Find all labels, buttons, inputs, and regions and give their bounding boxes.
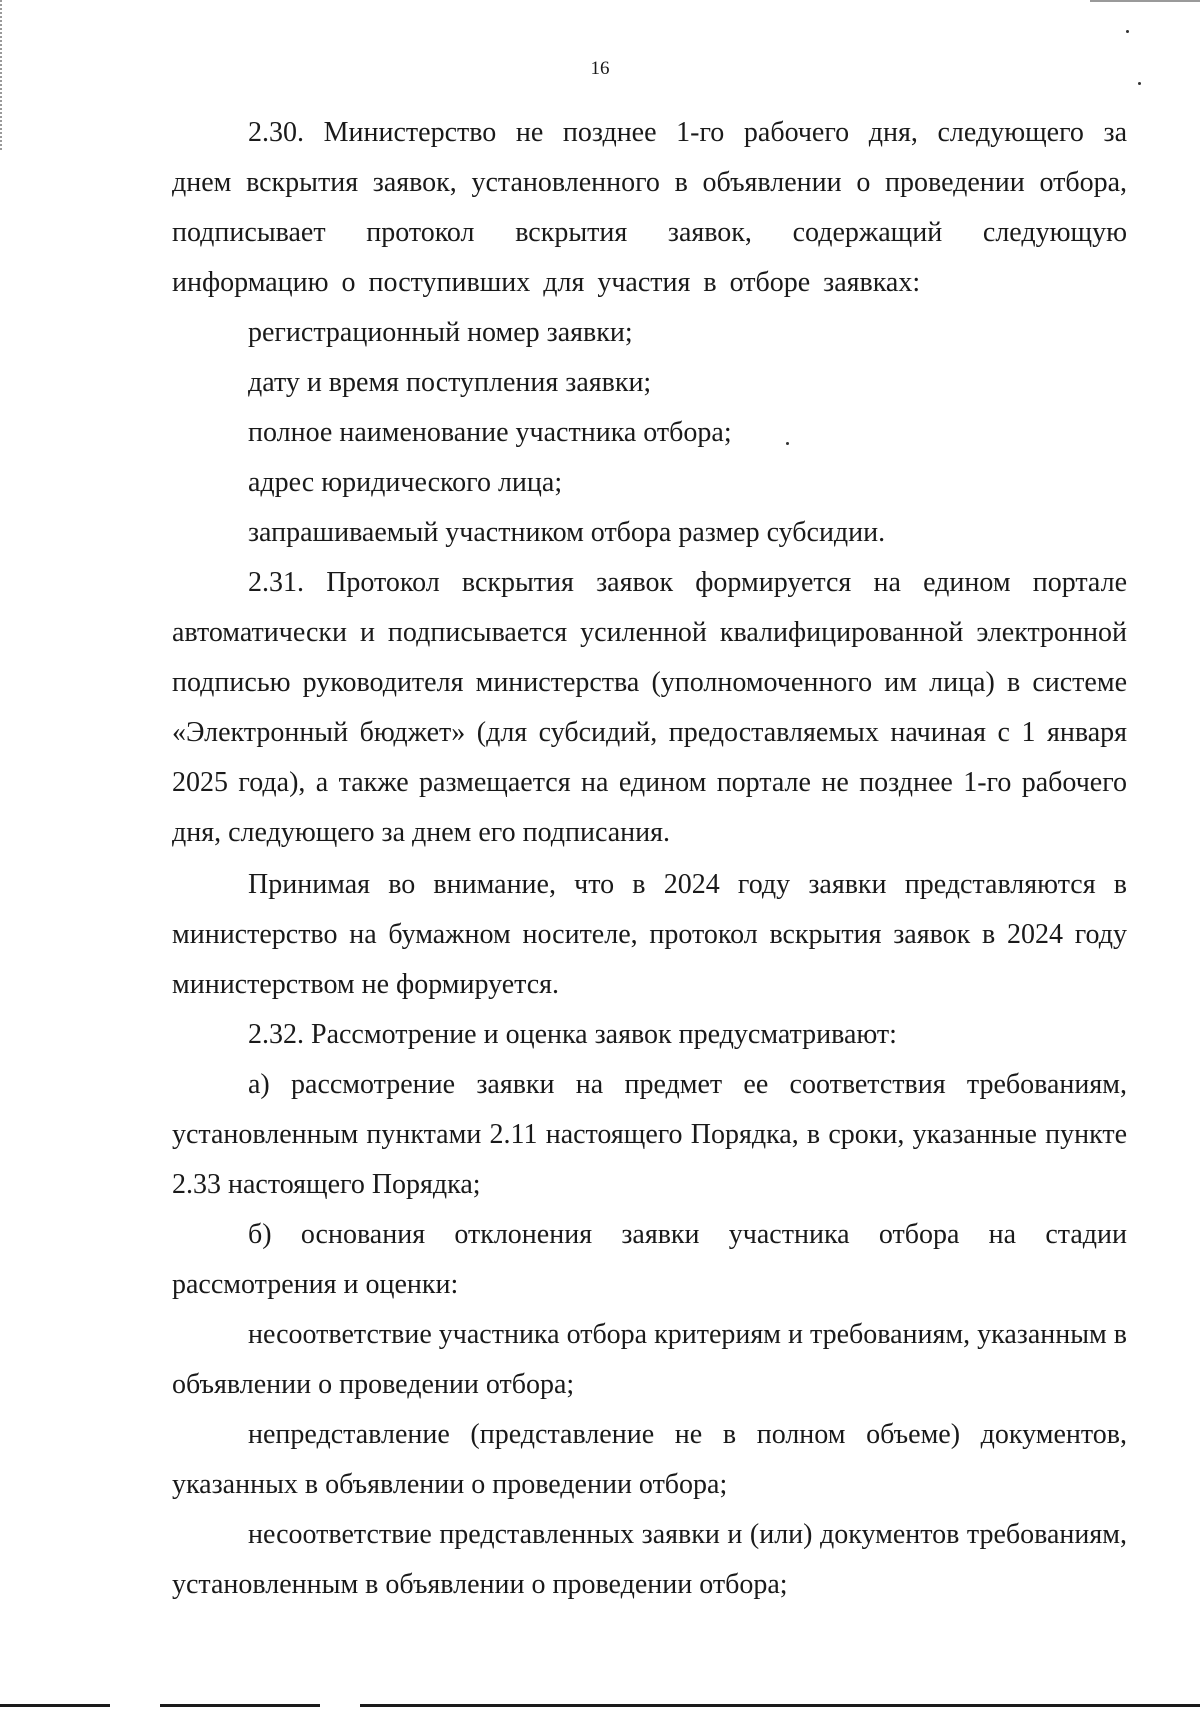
list-item-legal-address: адрес юридического лица; (248, 467, 563, 498)
list-item-participant-name: полное наименование участника отбора; (248, 417, 732, 448)
page-number: 16 (590, 58, 610, 79)
paragraph-item-b: б) основания отклонения заявки участника отбора на стадии рассмотрения и оценки: (172, 1219, 1127, 1300)
scan-edge-mark (1090, 0, 1200, 2)
paragraph-2-32: 2.32. Рассмотрение и оценка заявок предусматривают: (248, 1019, 897, 1050)
rejection-ground-documents-mismatch: несоответствие представленных заявки и (или) документов требованиям, установленным в объявлении о проведении отбора; (172, 1519, 1127, 1600)
scan-bottom-edge (0, 1704, 1200, 1707)
paragraph-2-31: 2.31. Протокол вскрытия заявок формируется на едином портале автоматически и подписывается усиленной квалифицированной электронной подписью руководителя министерства (уполномоченного им лица) в системе «Электронный бюджет» (для субсидий, предоставляемых начиная с 1 января 2025 года), а также размещается на едином портале не позднее 1-го рабочего дня, следующего за днем его подписания. (172, 567, 1127, 848)
list-item-subsidy-amount: запрашиваемый участником отбора размер субсидии. (248, 517, 886, 548)
list-item-registration-number: регистрационный номер заявки; (248, 317, 633, 348)
scan-speck (1126, 30, 1129, 33)
paragraph-2024-note: Принимая во внимание, что в 2024 году заявки представляются в министерство на бумажном носителе, протокол вскрытия заявок в 2024 году министерством не формируется. (172, 869, 1127, 1000)
scan-speck (1138, 82, 1141, 85)
document-body (172, 108, 1127, 1610)
paragraph-2-30: 2.30. Министерство не позднее 1-го рабочего дня, следующего за днем вскрытия заявок, установленного в объявлении о проведении отбора, подписывает протокол вскрытия заявок, содержащий следующую информацию о поступивших для участия в отборе заявках: (172, 117, 1127, 298)
rejection-ground-criteria: несоответствие участника отбора критериям и требованиям, указанным в объявлении о проведении отбора; (172, 1319, 1127, 1400)
rejection-ground-documents-missing: непредставление (представление не в полном объеме) документов, указанных в объявлении о проведении отбора; (172, 1419, 1127, 1500)
paragraph-item-a: а) рассмотрение заявки на предмет ее соответствия требованиям, установленным пунктами 2.11 настоящего Порядка, в сроки, указанные пункте 2.33 настоящего Порядка; (172, 1069, 1127, 1200)
list-item-date-time: дату и время поступления заявки; (248, 367, 652, 398)
